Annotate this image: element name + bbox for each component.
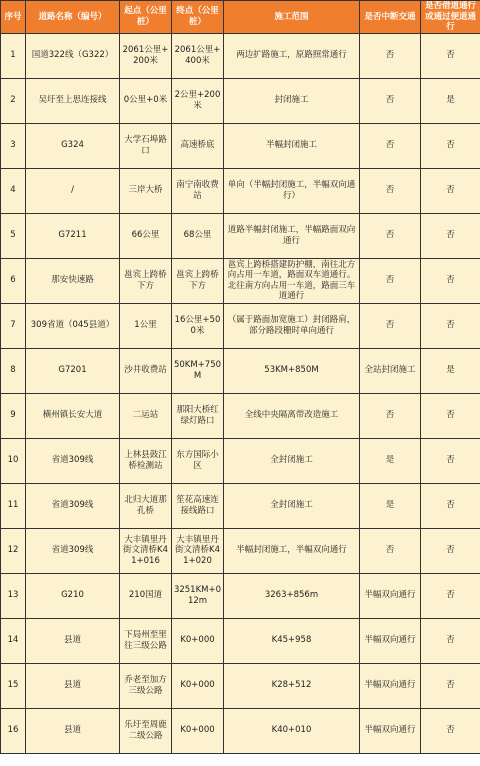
cell-scope: 3263+856m — [224, 573, 360, 618]
cell-scope: 53KM+850M — [224, 348, 360, 393]
cell-road: / — [26, 168, 120, 213]
cell-detour: 否 — [421, 213, 480, 258]
cell-start: 乐圩至周鹿二级公路 — [120, 708, 172, 753]
cell-no: 12 — [1, 528, 26, 573]
cell-start: 邕宾上跨桥下方 — [120, 258, 172, 303]
cell-interrupt: 否 — [360, 258, 421, 303]
table-row — [1, 348, 480, 393]
cell-end: 邕宾上跨桥下方 — [172, 258, 224, 303]
cell-road: 省道309线 — [26, 483, 120, 528]
table-row — [1, 438, 480, 483]
cell-scope: 封闭施工 — [224, 78, 360, 123]
cell-road: 309省道（045县道） — [26, 303, 120, 348]
cell-end: 68公里 — [172, 213, 224, 258]
cell-end: K0+000 — [172, 708, 224, 753]
cell-detour: 否 — [421, 528, 480, 573]
cell-end: 50KM+750M — [172, 348, 224, 393]
cell-no: 6 — [1, 258, 26, 303]
cell-scope: 邕宾上跨桥搭建防护棚，南往北方向占用一车道，路面双车道通行。北往南方向占用一车道，路面三车道通行 — [224, 258, 360, 303]
cell-road: G324 — [26, 123, 120, 168]
cell-detour: 否 — [421, 663, 480, 708]
cell-detour: 否 — [421, 123, 480, 168]
cell-interrupt: 否 — [360, 393, 421, 438]
cell-road: 县道 — [26, 618, 120, 663]
cell-end: 2公里+200米 — [172, 78, 224, 123]
cell-scope: 全线中央隔离带改造施工 — [224, 393, 360, 438]
cell-end: 3251KM+012m — [172, 573, 224, 618]
cell-scope: K45+958 — [224, 618, 360, 663]
cell-interrupt: 否 — [360, 33, 421, 78]
cell-no: 4 — [1, 168, 26, 213]
cell-start: 66公里 — [120, 213, 172, 258]
cell-detour: 否 — [421, 393, 480, 438]
cell-scope: K28+512 — [224, 663, 360, 708]
cell-scope: 全封闭施工 — [224, 483, 360, 528]
cell-start: 2061公里+200米 — [120, 33, 172, 78]
cell-detour: 否 — [421, 303, 480, 348]
cell-interrupt: 半幅双向通行 — [360, 663, 421, 708]
cell-road: 那安快速路 — [26, 258, 120, 303]
cell-road: 省道309线 — [26, 438, 120, 483]
cell-interrupt: 是 — [360, 483, 421, 528]
cell-detour: 否 — [421, 438, 480, 483]
cell-detour: 否 — [421, 483, 480, 528]
cell-start: 下局州至里往三级公路 — [120, 618, 172, 663]
cell-interrupt: 半幅双向通行 — [360, 708, 421, 753]
cell-road: 国道322线（G322） — [26, 33, 120, 78]
table-row — [1, 393, 480, 438]
cell-no: 10 — [1, 438, 26, 483]
cell-detour: 否 — [421, 258, 480, 303]
cell-start: 大丰镇里丹街文清桥K41+016 — [120, 528, 172, 573]
cell-detour: 否 — [421, 618, 480, 663]
cell-end: 东方国际小区 — [172, 438, 224, 483]
table-header-row — [1, 1, 480, 34]
cell-end: 高速桥底 — [172, 123, 224, 168]
cell-detour: 否 — [421, 33, 480, 78]
cell-detour: 否 — [421, 168, 480, 213]
header-end: 终点（公里桩） — [172, 1, 224, 34]
cell-start: 210国道 — [120, 573, 172, 618]
cell-scope: 单向（半幅封闭施工，半幅双向通行） — [224, 168, 360, 213]
cell-start: 三岸大桥 — [120, 168, 172, 213]
cell-interrupt: 半幅双向通行 — [360, 618, 421, 663]
table-row — [1, 708, 480, 753]
cell-interrupt: 全站封闭施工 — [360, 348, 421, 393]
table-row — [1, 663, 480, 708]
cell-no: 16 — [1, 708, 26, 753]
cell-interrupt: 半幅双向通行 — [360, 573, 421, 618]
header-scope: 施工范围 — [224, 1, 360, 34]
cell-scope: 半幅封闭施工，半幅双向通行 — [224, 528, 360, 573]
cell-no: 1 — [1, 33, 26, 78]
cell-end: 大丰镇里丹街文清桥K41+020 — [172, 528, 224, 573]
cell-interrupt: 否 — [360, 168, 421, 213]
cell-no: 13 — [1, 573, 26, 618]
cell-road: 横州镇长安大道 — [26, 393, 120, 438]
cell-interrupt: 否 — [360, 123, 421, 168]
cell-no: 2 — [1, 78, 26, 123]
cell-end: 16公里+500米 — [172, 303, 224, 348]
cell-road: 县道 — [26, 663, 120, 708]
cell-detour: 是 — [421, 78, 480, 123]
table-row — [1, 528, 480, 573]
cell-road: G7211 — [26, 213, 120, 258]
cell-interrupt: 否 — [360, 213, 421, 258]
table-row — [1, 483, 480, 528]
table-row — [1, 33, 480, 78]
cell-road: 县道 — [26, 708, 120, 753]
cell-scope: 半幅封闭施工 — [224, 123, 360, 168]
table-row — [1, 303, 480, 348]
cell-detour: 是 — [421, 348, 480, 393]
cell-start: 0公里+0米 — [120, 78, 172, 123]
cell-no: 14 — [1, 618, 26, 663]
cell-no: 15 — [1, 663, 26, 708]
header-interrupt: 是否中断交通 — [360, 1, 421, 34]
cell-end: K0+000 — [172, 663, 224, 708]
cell-end: K0+000 — [172, 618, 224, 663]
table-row — [1, 78, 480, 123]
cell-no: 7 — [1, 303, 26, 348]
cell-start: 大学石埠路口 — [120, 123, 172, 168]
cell-scope: K40+010 — [224, 708, 360, 753]
cell-interrupt: 否 — [360, 78, 421, 123]
header-start: 起点（公里桩） — [120, 1, 172, 34]
table-row — [1, 618, 480, 663]
table-row — [1, 258, 480, 303]
header-no: 序号 — [1, 1, 26, 34]
cell-no: 11 — [1, 483, 26, 528]
cell-end: 那阳大桥红绿灯路口 — [172, 393, 224, 438]
cell-road: 省道309线 — [26, 528, 120, 573]
cell-scope: 两边扩路施工，原路照常通行 — [224, 33, 360, 78]
cell-road: 吴圩至上思连接线 — [26, 78, 120, 123]
cell-scope: （属于路面加宽施工）封闭路肩，部分路段栅时单向通行 — [224, 303, 360, 348]
cell-detour: 否 — [421, 708, 480, 753]
cell-start: 北归大道那孔桥 — [120, 483, 172, 528]
cell-start: 上林县鼓江桥检测站 — [120, 438, 172, 483]
table-row — [1, 168, 480, 213]
cell-start: 二运站 — [120, 393, 172, 438]
cell-scope: 全封闭施工 — [224, 438, 360, 483]
cell-no: 8 — [1, 348, 26, 393]
cell-no: 5 — [1, 213, 26, 258]
table-row — [1, 213, 480, 258]
cell-start: 1公里 — [120, 303, 172, 348]
cell-interrupt: 否 — [360, 528, 421, 573]
header-road: 道路名称（编号） — [26, 1, 120, 34]
cell-interrupt: 否 — [360, 303, 421, 348]
cell-no: 3 — [1, 123, 26, 168]
cell-end: 笙花高速连接线路口 — [172, 483, 224, 528]
cell-detour: 否 — [421, 573, 480, 618]
cell-road: G7201 — [26, 348, 120, 393]
table-row — [1, 123, 480, 168]
header-detour: 是否借道通行或通过便道通行 — [421, 1, 480, 34]
cell-end: 南宁南收费站 — [172, 168, 224, 213]
cell-road: G210 — [26, 573, 120, 618]
table-row — [1, 573, 480, 618]
cell-start: 乔老至加方三级公路 — [120, 663, 172, 708]
cell-interrupt: 是 — [360, 438, 421, 483]
cell-end: 2061公里+400米 — [172, 33, 224, 78]
cell-start: 沙井收费站 — [120, 348, 172, 393]
cell-scope: 道路半幅封闭施工，半幅路面双向通行 — [224, 213, 360, 258]
cell-no: 9 — [1, 393, 26, 438]
